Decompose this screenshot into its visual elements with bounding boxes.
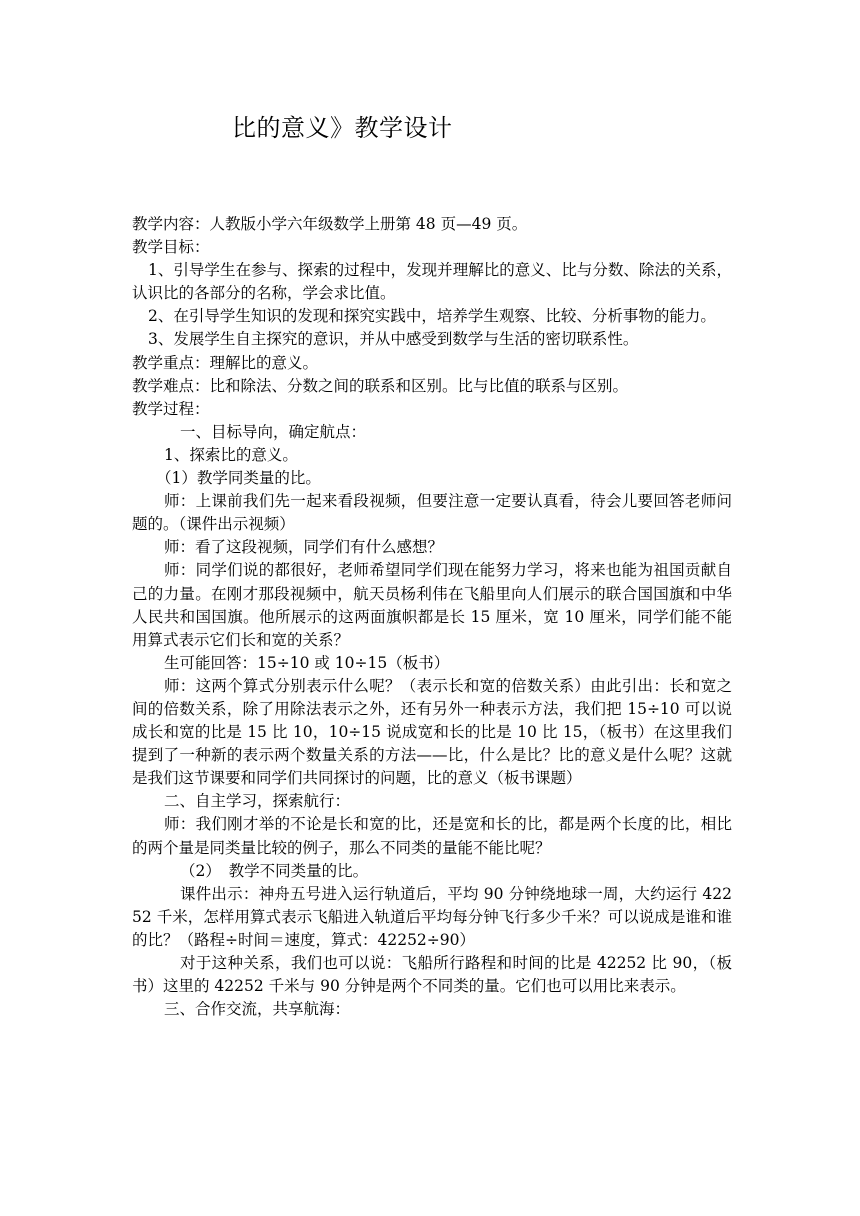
- paragraph: 生可能回答：15÷10 或 10÷15（板书）: [164, 653, 450, 672]
- paragraph: 教学内容：人教版小学六年级数学上册第 48 页—49 页。: [132, 215, 528, 233]
- paragraph: 3、发展学生自主探究的意识，并从中感受到数学与生活的密切联系性。: [148, 330, 639, 349]
- paragraph: 1、探索比的意义。: [164, 445, 298, 464]
- paragraph: 教学目标：: [132, 238, 210, 257]
- paragraph: 师：这两个算式分别表示什么呢？（表示长和宽的倍数关系）由此引出：长和宽之间的倍数关系，除了用除法表示之外，还有另外一种表示方法，我们把 15÷10 可以说成长和宽的比是 15 比 10，10÷15 说成宽和长的比是 10 比 15，（板书）在这里我们提到了一种新的表示两个数量关系的方法——比，什么是比？比的意义是什么呢？这就是我们这节课要和同学们共同探讨的问题，比的意义（板书课题）: [132, 676, 732, 788]
- document-title: 比的意义》教学设计: [232, 114, 453, 142]
- paragraph: 教学过程：: [132, 399, 210, 418]
- document-body: [132, 213, 732, 1021]
- paragraph: 一、目标导向，确定航点：: [180, 422, 367, 441]
- paragraph: （2） 教学不同类量的比。: [180, 861, 369, 880]
- paragraph: 对于这种关系，我们也可以说：飞船所行路程和时间的比是 42252 比 90，（板书）这里的 42252 千米与 90 分钟是两个不同类的量。它们也可以用比来表示。: [132, 954, 732, 996]
- paragraph: 课件出示：神舟五号进入运行轨道后，平均 90 分钟绕地球一周，大约运行 42252 千米，怎样用算式表示飞船进入轨道后平均每分钟飞行多少千米？可以说成是谁和谁的比？（路程÷时间＝速度，算式：42252÷90）: [132, 884, 732, 949]
- paragraph: 师：看了这段视频，同学们有什么感想？: [164, 538, 444, 557]
- paragraph: 二、自主学习，探索航行：: [164, 792, 351, 811]
- paragraph: 教学难点：比和除法、分数之间的联系和区别。比与比值的联系与区别。: [132, 376, 629, 395]
- paragraph: 2、在引导学生知识的发现和探究实践中，培养学生观察、比较、分析事物的能力。: [148, 307, 716, 326]
- paragraph: 师：同学们说的都很好，老师希望同学们现在能努力学习，将来也能为祖国贡献自己的力量。在刚才那段视频中，航天员杨利伟在飞船里向人们展示的联合国国旗和中华人民共和国国旗。他所展示的这两面旗帜都是长 15 厘米，宽 10 厘米，同学们能不能用算式表示它们长和宽的关系？: [132, 561, 732, 649]
- paragraph: （1）教学同类量的比。: [156, 469, 321, 488]
- paragraph: 1、引导学生在参与、探索的过程中，发现并理解比的意义、比与分数、除法的关系，认识比的各部分的名称，学会求比值。: [132, 261, 732, 303]
- paragraph: 三、合作交流，共享航海：: [164, 1000, 351, 1019]
- paragraph: 师：上课前我们先一起来看段视频，但要注意一定要认真看，待会儿要回答老师问题的。（课件出示视频）: [132, 492, 732, 534]
- paragraph: 师：我们刚才举的不论是长和宽的比，还是宽和长的比，都是两个长度的比，相比的两个量是同类量比较的例子，那么不同类的量能不能比呢？: [132, 815, 732, 857]
- paragraph: 教学重点：理解比的意义。: [132, 353, 319, 372]
